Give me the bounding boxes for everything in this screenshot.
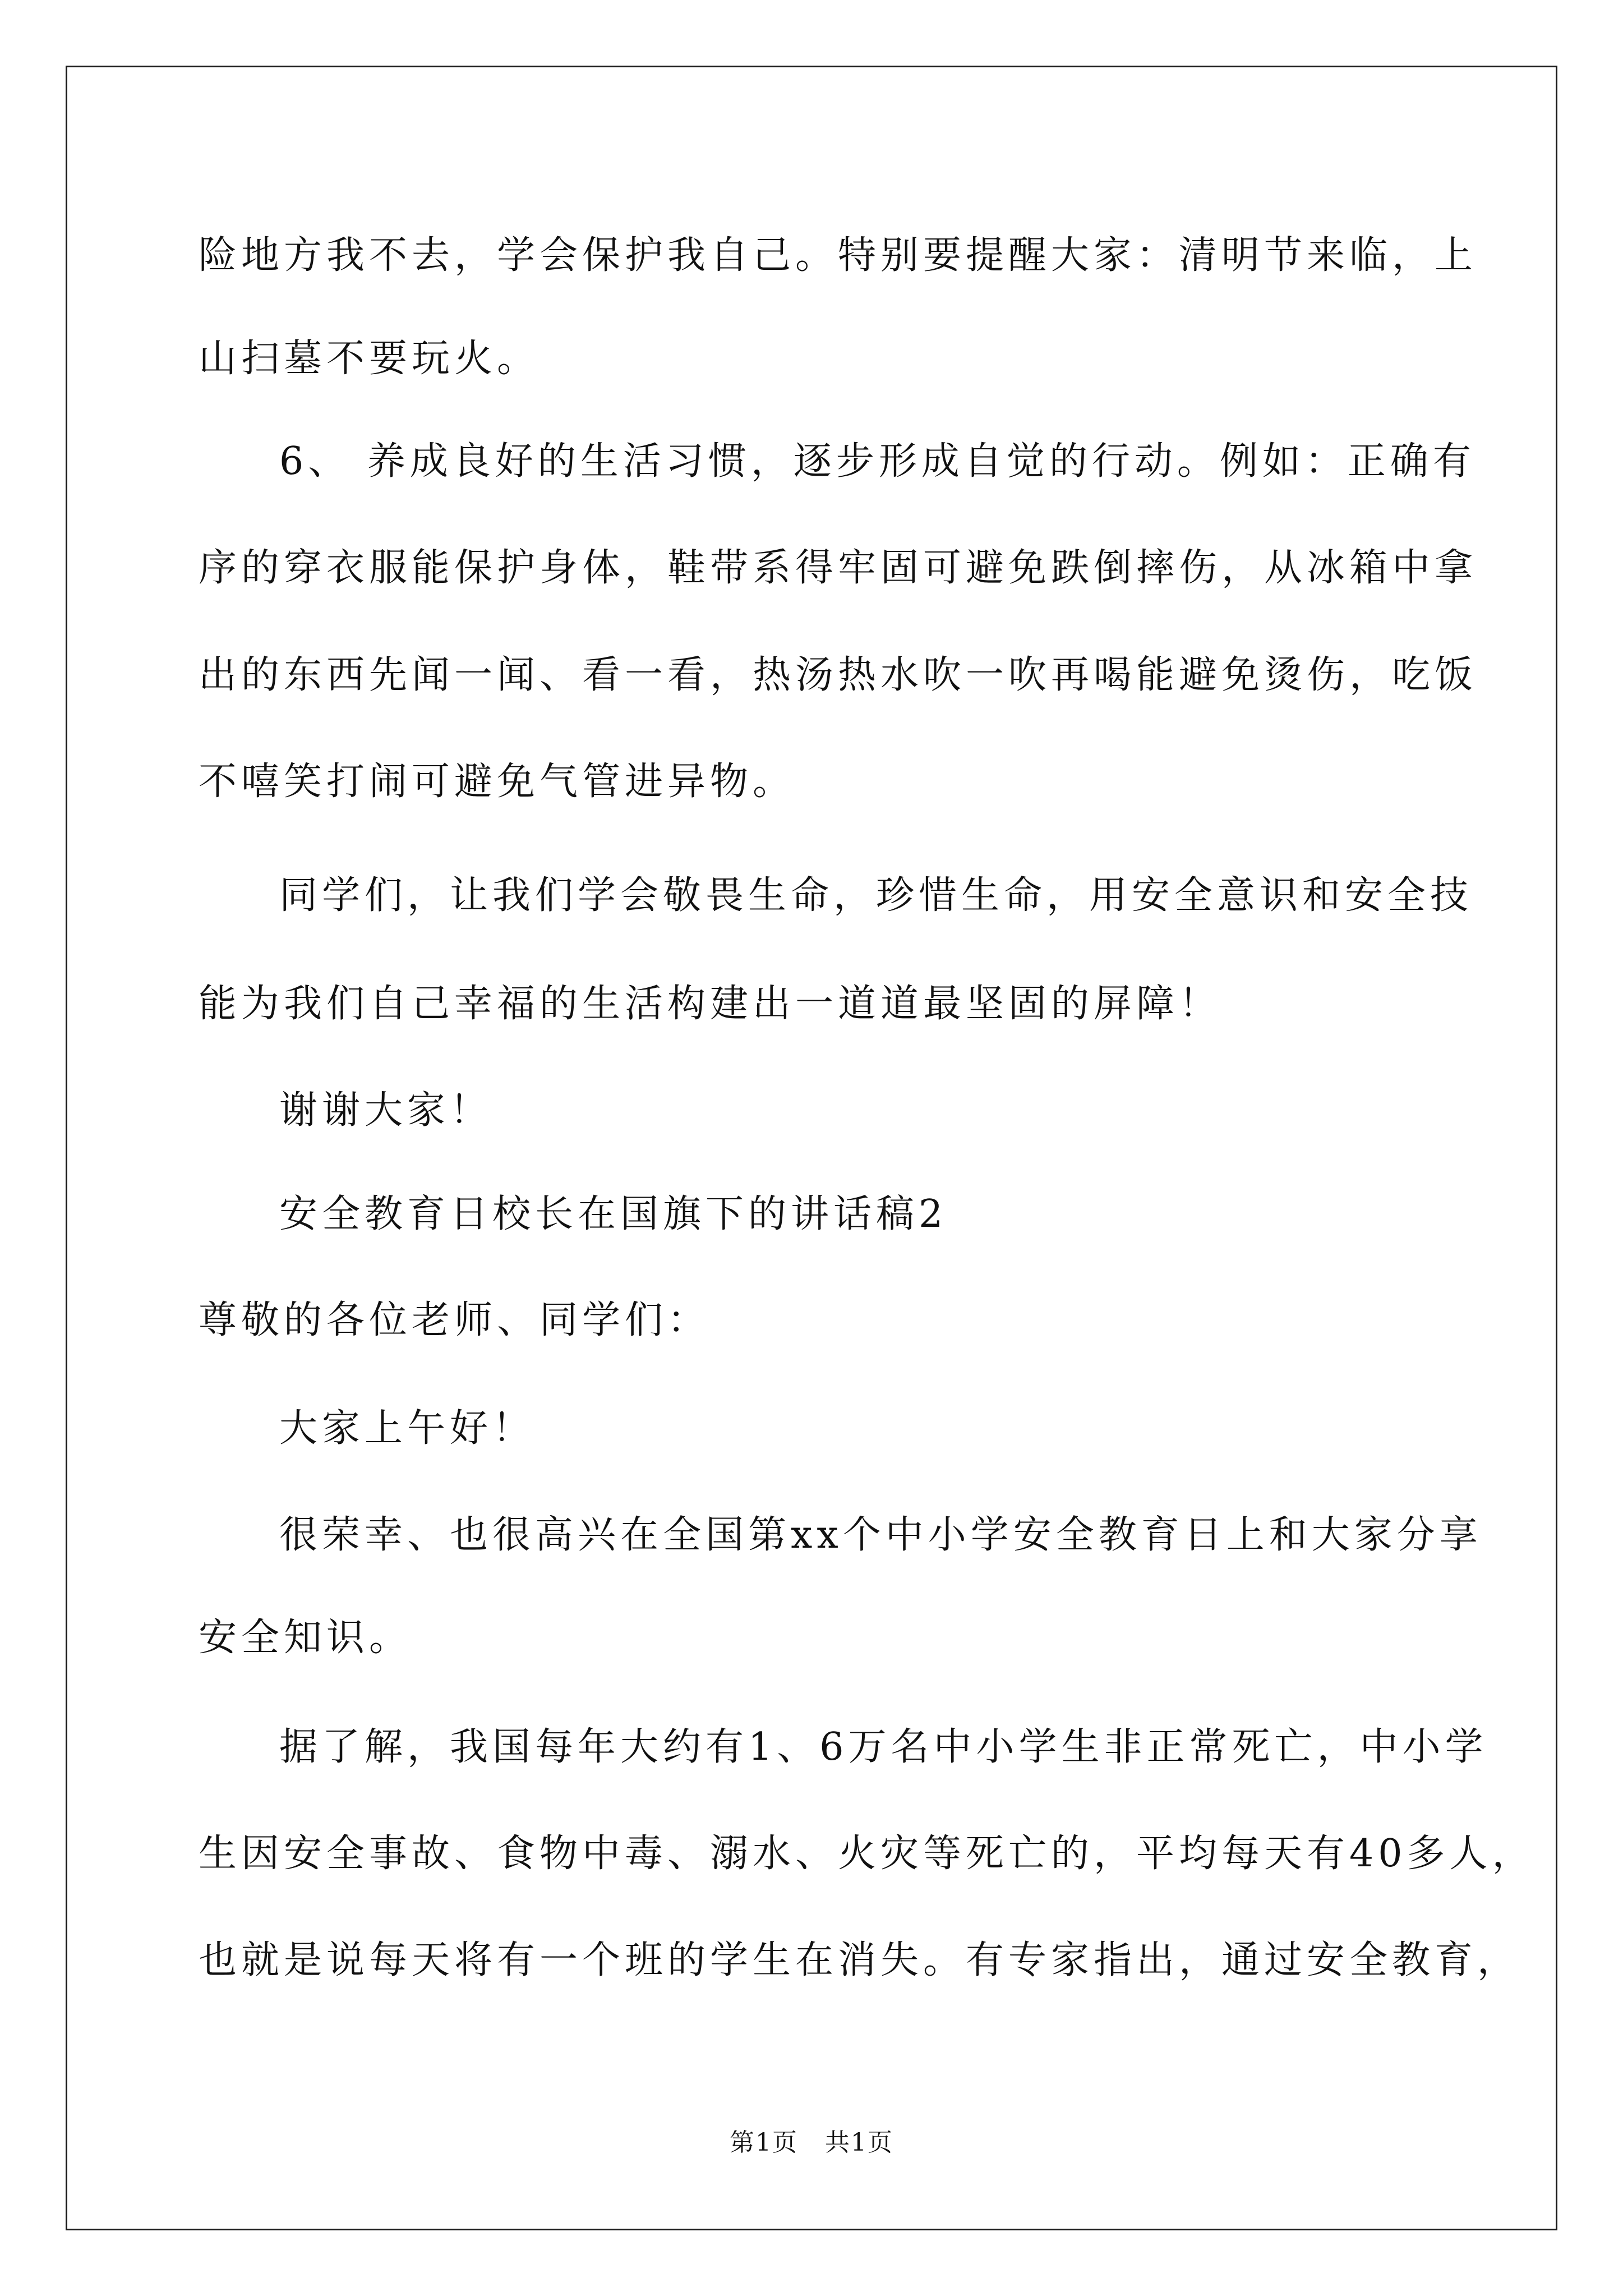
text-line: 很荣幸、也很高兴在全国第xx个中小学安全教育日上和大家分享 [279, 1513, 1482, 1557]
section-title: 安全教育日校长在国旗下的讲话稿2 [279, 1192, 948, 1236]
text-line: 同学们，让我们学会敬畏生命，珍惜生命，用安全意识和安全技 [279, 873, 1473, 918]
text-line: 出的东西先闻一闻、看一看，热汤热水吹一吹再喝能避免烫伤，吃饭 [199, 653, 1478, 697]
text-line: 序的穿衣服能保护身体，鞋带系得牢固可避免跌倒摔伤，从冰箱中拿 [199, 546, 1478, 590]
text-line: 能为我们自己幸福的生活构建出一道道最坚固的屏障！ [199, 982, 1222, 1026]
text-line: 山扫墓不要玩火。 [199, 337, 540, 381]
page-number: 第1页 共1页 [730, 2128, 893, 2157]
text-line: 谢谢大家！ [279, 1088, 493, 1133]
text-line: 安全知识。 [199, 1616, 412, 1660]
text-line: 据了解，我国每年大约有1、6万名中小学生非正常死亡，中小学 [279, 1725, 1488, 1769]
text-line: 不嘻笑打闹可避免气管进异物。 [199, 760, 796, 804]
page-border [66, 66, 1557, 2230]
text-line: 也就是说每天将有一个班的学生在消失。有专家指出，通过安全教育， [199, 1938, 1520, 1982]
text-line: 险地方我不去，学会保护我自己。特别要提醒大家：清明节来临，上 [199, 233, 1478, 278]
text-line: 6、 养成良好的生活习惯，逐步形成自觉的行动。例如：正确有 [279, 439, 1476, 484]
text-line: 生因安全事故、食物中毒、溺水、火灾等死亡的，平均每天有40多人， [199, 1832, 1535, 1876]
salutation: 尊敬的各位老师、同学们： [199, 1298, 711, 1342]
greeting: 大家上午好！ [279, 1406, 536, 1451]
